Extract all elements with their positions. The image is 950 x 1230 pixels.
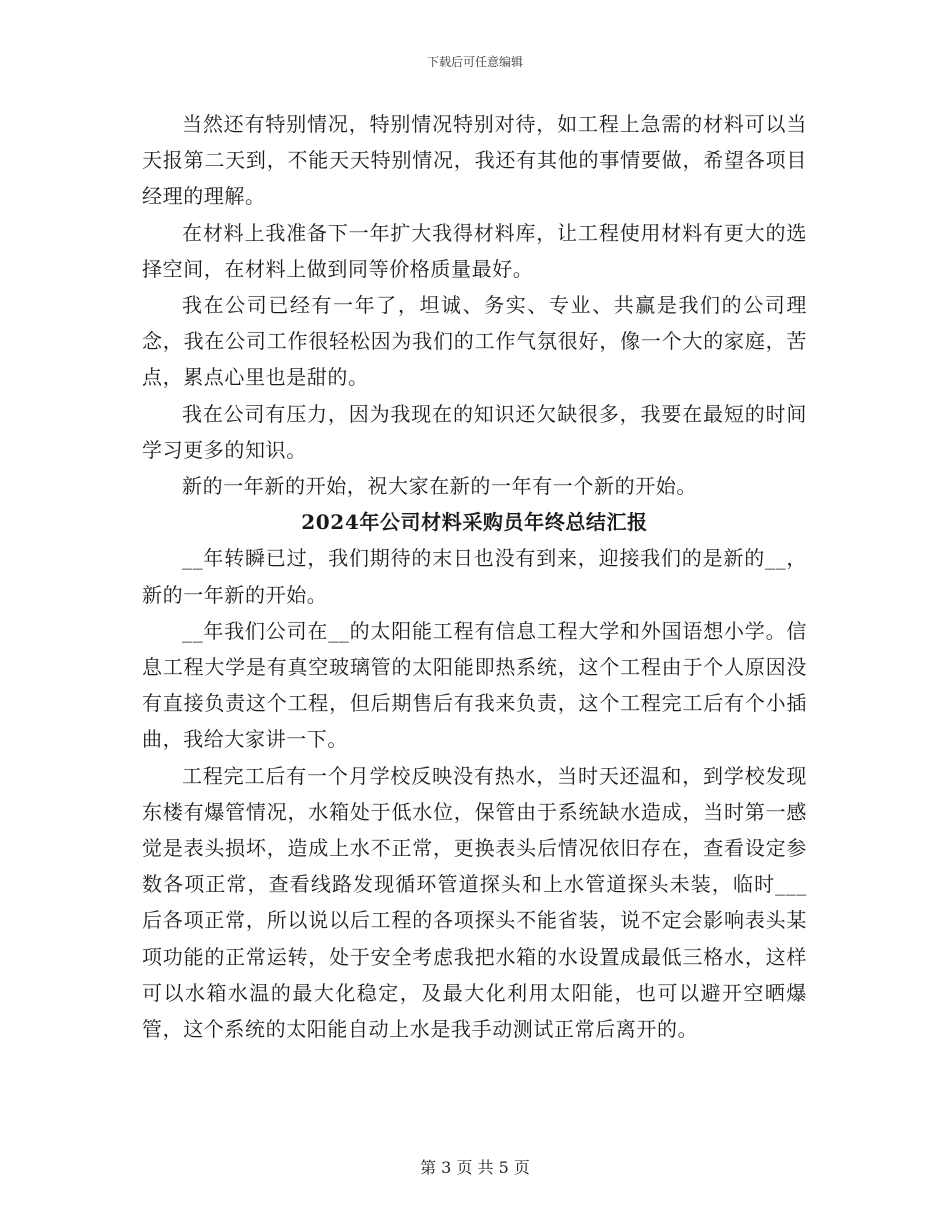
paragraph: 工程完工后有一个月学校反映没有热水，当时天还温和，到学校发现东楼有爆管情况，水箱处于低水位，保管由于系统缺水造成，当时第一感觉是表头损坏，造成上水不正常，更换表头后情况依旧存在，查看设定参数各项正常，查看线路发现循环管道探头和上水管道探头未装，临时___后各项正常，所以说以后工程的各项探头不能省装，说不定会影响表头某项功能的正常运转，处于安全考虑我把水箱的水设置成最低三格水，这样可以水箱水温的最大化稳定，及最大化利用太阳能，也可以避开空晒爆管，这个系统的太阳能自动上水是我手动测试正常后离开的。 <box>142 763 807 1042</box>
page-footer: 第 3 页 共 5 页 <box>420 1158 530 1177</box>
paragraph: 我在公司有压力，因为我现在的知识还欠缺很多，我要在最短的时间学习更多的知识。 <box>142 401 807 462</box>
paragraph: 新的一年新的开始，祝大家在新的一年有一个新的开始。 <box>182 474 697 499</box>
paragraph: 我在公司已经有一年了，坦诚、务实、专业、共赢是我们的公司理念，我在公司工作很轻松因为我们的工作气氛很好，像一个大的家庭，苦点，累点心里也是甜的。 <box>142 293 807 390</box>
paragraph: 在材料上我准备下一年扩大我得材料库，让工程使用材料有更大的选择空间，在材料上做到同等价格质量最好。 <box>142 220 807 281</box>
section-title: 2024年公司材料采购员年终总结汇报 <box>301 510 648 535</box>
document-body <box>142 106 807 1047</box>
paragraph: __年转瞬已过，我们期待的末日也没有到来，迎接我们的是新的__，新的一年新的开始。 <box>142 546 807 607</box>
paragraph: 当然还有特别情况，特别情况特别对待，如工程上急需的材料可以当天报第二天到，不能天天特别情况，我还有其他的事情要做，希望各项目经理的理解。 <box>142 112 807 209</box>
page-header: 下载后可任意编辑 <box>426 55 523 69</box>
paragraph: __年我们公司在__的太阳能工程有信息工程大学和外国语想小学。信息工程大学是有真空玻璃管的太阳能即热系统，这个工程由于个人原因没有直接负责这个工程，但后期售后有我来负责，这个工程完工后有个小插曲，我给大家讲一下。 <box>142 618 807 752</box>
